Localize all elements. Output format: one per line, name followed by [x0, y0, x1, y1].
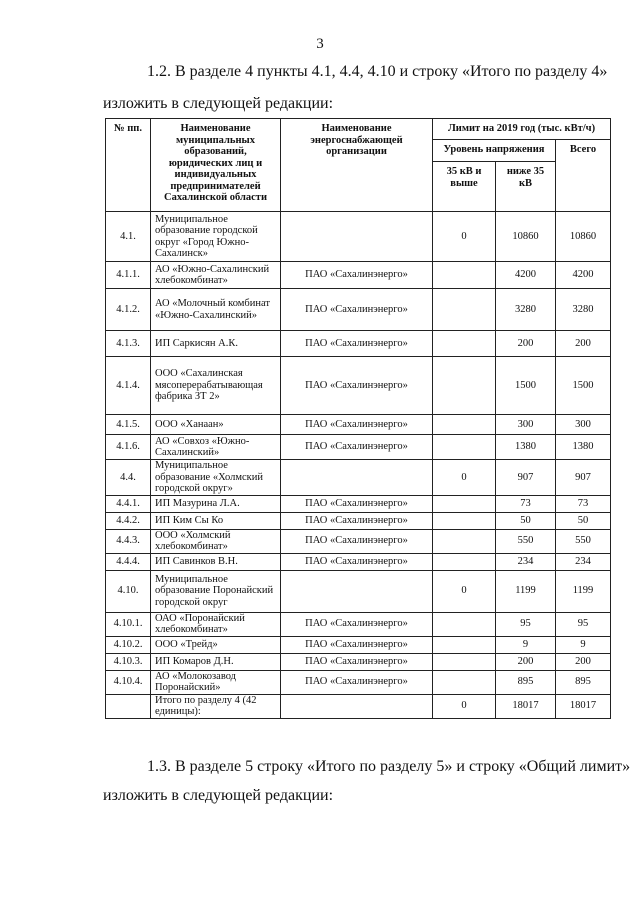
row-total: 1199: [556, 570, 611, 612]
row-35kv-plus: 0: [433, 212, 496, 262]
row-supplier: ПАО «Сахалинэнерго»: [281, 636, 433, 653]
table-row: [106, 212, 611, 262]
table-body: [106, 212, 611, 719]
row-35kv-minus: 3280: [496, 289, 556, 331]
row-total: 200: [556, 331, 611, 357]
header-35kv-plus: 35 кВ и выше: [433, 162, 496, 212]
row-35kv-minus: 895: [496, 670, 556, 694]
row-35kv-minus: 95: [496, 612, 556, 636]
row-35kv-plus: [433, 262, 496, 289]
row-35kv-plus: [433, 289, 496, 331]
row-supplier: ПАО «Сахалинэнерго»: [281, 357, 433, 415]
row-name: АО «Молокозавод Поронайский»: [151, 670, 281, 694]
row-number: [106, 694, 151, 718]
row-supplier: ПАО «Сахалинэнерго»: [281, 495, 433, 512]
table-row: [106, 512, 611, 529]
row-number: 4.10.: [106, 570, 151, 612]
table-row: [106, 529, 611, 553]
row-35kv-minus: 1199: [496, 570, 556, 612]
table-row: [106, 495, 611, 512]
row-35kv-minus: 50: [496, 512, 556, 529]
row-total: 18017: [556, 694, 611, 718]
row-supplier: ПАО «Сахалинэнерго»: [281, 331, 433, 357]
row-name: ИП Мазурина Л.А.: [151, 495, 281, 512]
row-total: 3280: [556, 289, 611, 331]
row-35kv-plus: [433, 553, 496, 570]
row-name: ООО «Сахалинская мясоперерабатывающая фабрика ЗТ 2»: [151, 357, 281, 415]
table-row: [106, 262, 611, 289]
row-35kv-plus: [433, 415, 496, 435]
row-name: ИП Саркисян А.К.: [151, 331, 281, 357]
row-total: 10860: [556, 212, 611, 262]
row-supplier: [281, 212, 433, 262]
row-total: 50: [556, 512, 611, 529]
row-supplier: ПАО «Сахалинэнерго»: [281, 262, 433, 289]
row-number: 4.10.4.: [106, 670, 151, 694]
row-name: Итого по разделу 4 (42 единицы):: [151, 694, 281, 718]
row-number: 4.1.: [106, 212, 151, 262]
table-row: [106, 553, 611, 570]
row-35kv-plus: [433, 331, 496, 357]
header-total: Всего: [556, 140, 611, 212]
header-limit: Лимит на 2019 год (тыс. кВт/ч): [433, 119, 611, 140]
row-total: 234: [556, 553, 611, 570]
row-number: 4.4.4.: [106, 553, 151, 570]
row-name: АО «Молочный комбинат «Южно-Сахалинский»: [151, 289, 281, 331]
table-row: [106, 289, 611, 331]
row-35kv-plus: 0: [433, 570, 496, 612]
limits-table: [105, 118, 611, 719]
row-total: 1500: [556, 357, 611, 415]
row-35kv-plus: [433, 357, 496, 415]
row-supplier: ПАО «Сахалинэнерго»: [281, 670, 433, 694]
row-name: АО «Южно-Сахалинский хлебокомбинат»: [151, 262, 281, 289]
row-35kv-plus: [433, 636, 496, 653]
row-total: 895: [556, 670, 611, 694]
row-35kv-minus: 73: [496, 495, 556, 512]
row-number: 4.1.6.: [106, 435, 151, 460]
row-35kv-plus: [433, 653, 496, 670]
row-total: 95: [556, 612, 611, 636]
row-name: ООО «Трейд»: [151, 636, 281, 653]
outro-line-2: изложить в следующей редакции:: [103, 787, 334, 804]
intro-line-2: изложить в следующей редакции:: [103, 95, 334, 112]
row-supplier: ПАО «Сахалинэнерго»: [281, 512, 433, 529]
row-total: 9: [556, 636, 611, 653]
row-total: 73: [556, 495, 611, 512]
row-35kv-minus: 234: [496, 553, 556, 570]
row-supplier: [281, 570, 433, 612]
row-supplier: [281, 460, 433, 496]
row-number: 4.10.3.: [106, 653, 151, 670]
row-35kv-plus: 0: [433, 694, 496, 718]
row-35kv-plus: [433, 495, 496, 512]
table-row: [106, 460, 611, 496]
row-number: 4.4.3.: [106, 529, 151, 553]
row-supplier: ПАО «Сахалинэнерго»: [281, 435, 433, 460]
row-name: Муниципальное образование «Холмский городской округ»: [151, 460, 281, 496]
header-voltage: Уровень напряжения: [433, 140, 556, 162]
row-number: 4.1.2.: [106, 289, 151, 331]
row-name: ООО «Холмский хлебокомбинат»: [151, 529, 281, 553]
row-35kv-minus: 1380: [496, 435, 556, 460]
intro-line-1: 1.2. В разделе 4 пункты 4.1, 4.4, 4.10 и строку «Итого по разделу 4»: [147, 63, 608, 80]
row-number: 4.10.2.: [106, 636, 151, 653]
table-row: [106, 694, 611, 718]
table-row: [106, 612, 611, 636]
row-name: ИП Савинков В.Н.: [151, 553, 281, 570]
row-35kv-minus: 550: [496, 529, 556, 553]
row-number: 4.1.1.: [106, 262, 151, 289]
row-35kv-plus: [433, 435, 496, 460]
row-35kv-minus: 200: [496, 653, 556, 670]
row-supplier: ПАО «Сахалинэнерго»: [281, 553, 433, 570]
table-row: [106, 435, 611, 460]
row-total: 4200: [556, 262, 611, 289]
table-row: [106, 570, 611, 612]
row-number: 4.4.: [106, 460, 151, 496]
row-supplier: ПАО «Сахалинэнерго»: [281, 415, 433, 435]
page-number: 3: [316, 36, 324, 52]
row-total: 1380: [556, 435, 611, 460]
header-supplier: Наименование энергоснабжающей организации: [281, 119, 433, 212]
row-supplier: ПАО «Сахалинэнерго»: [281, 529, 433, 553]
header-name: Наименование муниципальных образований, юридических лиц и индивидуальных предпринимателей Сахалинской области: [151, 119, 281, 212]
row-number: 4.10.1.: [106, 612, 151, 636]
row-name: ИП Ким Сы Ко: [151, 512, 281, 529]
row-name: ООО «Ханаан»: [151, 415, 281, 435]
row-35kv-plus: [433, 529, 496, 553]
row-name: Муниципальное образование городской округ «Город Южно-Сахалинск»: [151, 212, 281, 262]
row-number: 4.1.4.: [106, 357, 151, 415]
table-row: [106, 357, 611, 415]
row-supplier: [281, 694, 433, 718]
row-35kv-minus: 18017: [496, 694, 556, 718]
header-num: № пп.: [106, 119, 151, 212]
table-row: [106, 653, 611, 670]
row-number: 4.4.1.: [106, 495, 151, 512]
table-row: [106, 636, 611, 653]
table-row: [106, 415, 611, 435]
row-35kv-plus: 0: [433, 460, 496, 496]
row-total: 300: [556, 415, 611, 435]
row-number: 4.1.5.: [106, 415, 151, 435]
row-name: Муниципальное образование Поронайский городской округ: [151, 570, 281, 612]
table-row: [106, 670, 611, 694]
row-total: 907: [556, 460, 611, 496]
row-35kv-minus: 200: [496, 331, 556, 357]
row-supplier: ПАО «Сахалинэнерго»: [281, 289, 433, 331]
row-35kv-plus: [433, 512, 496, 529]
row-supplier: ПАО «Сахалинэнерго»: [281, 653, 433, 670]
row-35kv-plus: [433, 612, 496, 636]
row-total: 200: [556, 653, 611, 670]
row-supplier: ПАО «Сахалинэнерго»: [281, 612, 433, 636]
header-35kv-minus: ниже 35 кВ: [496, 162, 556, 212]
row-total: 550: [556, 529, 611, 553]
row-35kv-minus: 10860: [496, 212, 556, 262]
row-name: ОАО «Поронайский хлебокомбинат»: [151, 612, 281, 636]
table-row: [106, 331, 611, 357]
row-35kv-minus: 907: [496, 460, 556, 496]
row-35kv-plus: [433, 670, 496, 694]
row-35kv-minus: 9: [496, 636, 556, 653]
row-number: 4.1.3.: [106, 331, 151, 357]
row-name: ИП Комаров Д.Н.: [151, 653, 281, 670]
row-number: 4.4.2.: [106, 512, 151, 529]
row-name: АО «Совхоз «Южно-Сахалинский»: [151, 435, 281, 460]
row-35kv-minus: 300: [496, 415, 556, 435]
row-35kv-minus: 4200: [496, 262, 556, 289]
outro-line-1: 1.3. В разделе 5 строку «Итого по разделу 5» и строку «Общий лимит»: [147, 758, 631, 775]
row-35kv-minus: 1500: [496, 357, 556, 415]
